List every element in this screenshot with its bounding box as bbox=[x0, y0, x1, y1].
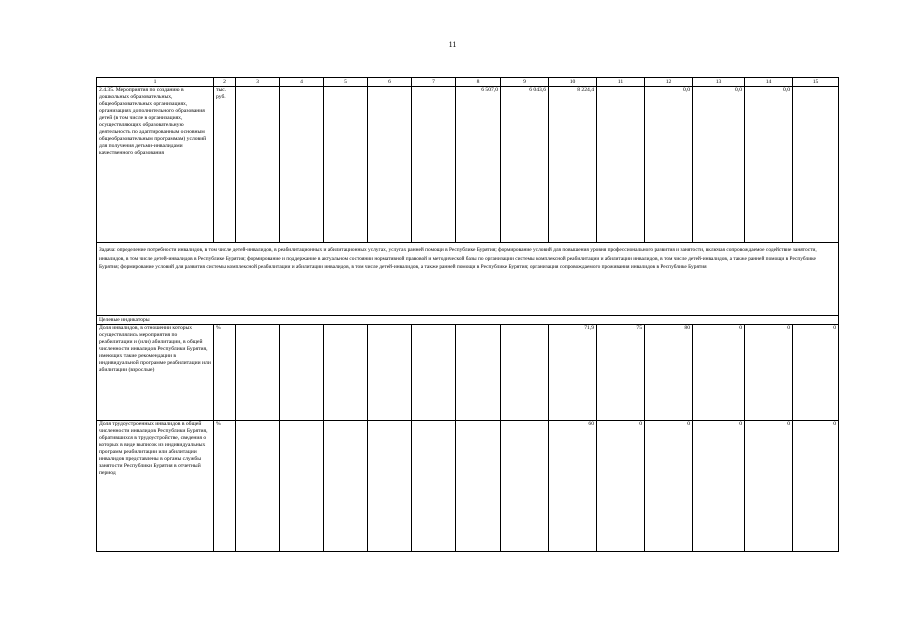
row-description: 2.4.35. Мероприятия по созданию в дошкольных образовательных, общеобразовательных организациях, организациях дополнительного образования детей (в том числе в организациях, осуществляющих образовательную деятельность по адаптированным основным общеобразовательным программам) условий для получения детьми-инвалидами качественного образования bbox=[97, 87, 214, 243]
column-header: 2 bbox=[214, 78, 236, 87]
column-header: 9 bbox=[501, 78, 549, 87]
column-header: 6 bbox=[368, 78, 412, 87]
column-header: 5 bbox=[324, 78, 368, 87]
value-cell: 6 507,0 bbox=[456, 87, 501, 243]
page-number: 11 bbox=[448, 40, 457, 49]
value-cell bbox=[236, 421, 280, 552]
value-cell bbox=[501, 421, 549, 552]
value-cell bbox=[456, 421, 501, 552]
task-cell bbox=[97, 243, 839, 316]
unit-cell: % bbox=[214, 325, 236, 421]
indicators-heading-row bbox=[97, 316, 839, 325]
value-cell: 80 bbox=[645, 325, 693, 421]
value-cell: 0 bbox=[793, 325, 839, 421]
value-cell bbox=[412, 325, 456, 421]
value-cell: 75 bbox=[597, 325, 645, 421]
value-cell: 0 bbox=[745, 325, 793, 421]
column-header: 7 bbox=[412, 78, 456, 87]
column-header-row bbox=[97, 78, 839, 87]
task-text: Задача: определение потребности инвалидов, в том числе детей-инвалидов, в реабилитационных и абилитационных услугах, услугах ранней помощи в Республике Бурятия; формирование условий для повышения уровня профессионального развития и занятости, включая сопровождаемое содействие занятости, инвалидов, в том числе детей-инвалидов в Республике Бурятия; формирование и поддержание в актуальном состоянии нормативной правовой и методической базы по организации системы комплексной реабилитации и абилитации инвалидов, в том числе детей-инвалидов, а также ранней помощи в Республике Бурятия; формирование условий для развития системы комплексной реабилитации и абилитации инвалидов, в том числе детей-инвалидов, а также ранней помощи в Республике Бурятия; организация сопровождаемого проживания инвалидов в Республике Бурятия bbox=[99, 247, 817, 271]
value-cell bbox=[324, 325, 368, 421]
value-cell: 0 bbox=[693, 421, 745, 552]
column-header: 10 bbox=[549, 78, 597, 87]
indicators-heading: Целевые индикаторы bbox=[97, 316, 839, 325]
value-cell: 71,9 bbox=[549, 325, 597, 421]
value-cell: 8 224,4 bbox=[549, 87, 597, 243]
value-cell bbox=[324, 87, 368, 243]
column-header: 1 bbox=[97, 78, 214, 87]
value-cell: 0 bbox=[745, 421, 793, 552]
value-cell bbox=[324, 421, 368, 552]
table-row bbox=[97, 87, 839, 243]
value-cell bbox=[368, 87, 412, 243]
value-cell bbox=[280, 87, 324, 243]
table-row bbox=[97, 325, 839, 421]
column-header: 3 bbox=[236, 78, 280, 87]
column-header: 15 bbox=[793, 78, 839, 87]
value-cell bbox=[501, 325, 549, 421]
value-cell: 0 bbox=[693, 325, 745, 421]
column-header: 11 bbox=[597, 78, 645, 87]
value-cell bbox=[412, 87, 456, 243]
value-cell bbox=[236, 87, 280, 243]
column-header: 12 bbox=[645, 78, 693, 87]
value-cell bbox=[368, 325, 412, 421]
row-description: Доля трудоустроенных инвалидов в общей численности инвалидов Республики Бурятия, обратившихся в трудоустройстве, сведения о которых в виде выписок из индивидуальных программ реабилитации или абилитации инвалидов представлены в органы службы занятости Республики Бурятия в отчетный период bbox=[97, 421, 214, 552]
value-cell: 0 bbox=[645, 421, 693, 552]
value-cell: 0,0 bbox=[693, 87, 745, 243]
value-cell bbox=[236, 325, 280, 421]
value-cell: 0 bbox=[597, 421, 645, 552]
value-cell bbox=[456, 325, 501, 421]
column-header: 8 bbox=[456, 78, 501, 87]
row-description: Доля инвалидов, в отношении которых осуществлялись мероприятия по реабилитации и (или) абилитации, в общей численности инвалидов Республики Бурятия, имеющих такие рекомендации в индивидуальной программе реабилитации или абилитации (взрослые) bbox=[97, 325, 214, 421]
column-header: 13 bbox=[693, 78, 745, 87]
value-cell bbox=[368, 421, 412, 552]
value-cell: 6 043,6 bbox=[501, 87, 549, 243]
table-row bbox=[97, 421, 839, 552]
value-cell bbox=[412, 421, 456, 552]
value-cell: 60 bbox=[549, 421, 597, 552]
unit-cell: тыс. руб. bbox=[214, 87, 236, 243]
column-header: 4 bbox=[280, 78, 324, 87]
value-cell bbox=[280, 325, 324, 421]
program-table bbox=[96, 77, 839, 552]
spacer bbox=[99, 272, 836, 283]
task-row bbox=[97, 243, 839, 316]
column-header: 14 bbox=[745, 78, 793, 87]
value-cell bbox=[597, 87, 645, 243]
unit-cell: % bbox=[214, 421, 236, 552]
value-cell bbox=[793, 87, 839, 243]
value-cell: 0,0 bbox=[645, 87, 693, 243]
value-cell: 0,0 bbox=[745, 87, 793, 243]
value-cell bbox=[280, 421, 324, 552]
value-cell: 0 bbox=[793, 421, 839, 552]
